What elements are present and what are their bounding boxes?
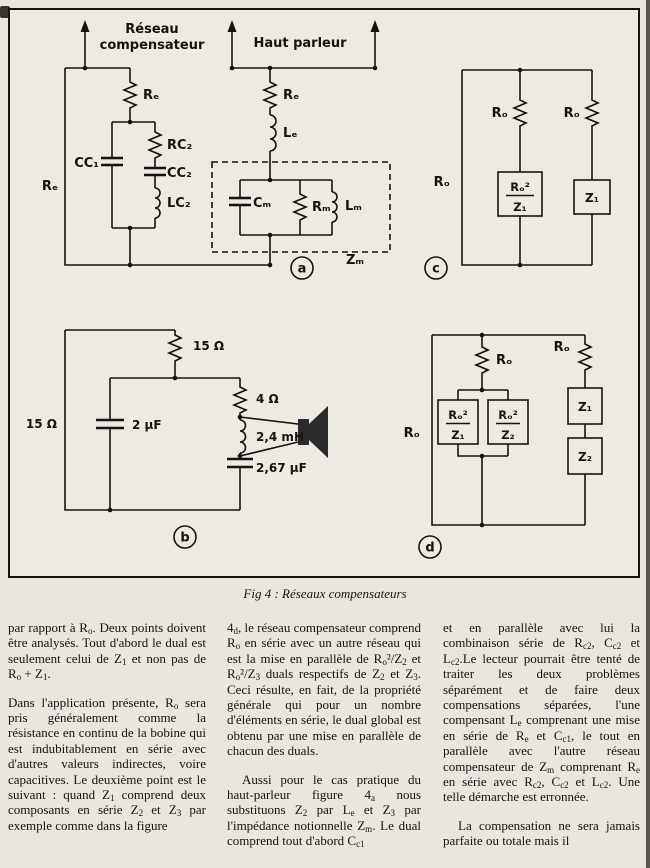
label-cc2: CC₂ — [167, 166, 192, 181]
label-lm: Lₘ — [345, 199, 362, 214]
resistor-icon — [514, 98, 526, 128]
badge-c-letter: c — [432, 261, 440, 277]
capacitor-icon — [96, 420, 124, 428]
paragraph: par rapport à $R_o$. Deux points doivent être analysés. Tout d'abord le dual est seulement celui de $Z_1$ et non pas de $R_o + Z_1$. — [8, 620, 206, 683]
label-ro-branch1: Rₒ — [496, 353, 513, 368]
terminal-dots — [108, 376, 243, 513]
wires — [462, 70, 592, 265]
inductor-icon — [332, 192, 337, 222]
label-le: Lₑ — [283, 126, 298, 141]
text-column-2 — [227, 620, 421, 862]
label-2-4mh: 2,4 mH — [256, 430, 304, 444]
resistor-icon — [586, 98, 598, 128]
label-15ohm-source: 15 Ω — [25, 417, 57, 431]
badge-d — [419, 536, 441, 558]
fraction-numerator: Rₒ² — [448, 408, 468, 422]
circuit-d — [404, 333, 602, 558]
arrow-up-icon — [228, 20, 237, 66]
inductor-icon — [155, 188, 160, 218]
circuit-b — [26, 330, 328, 548]
label-re-comp: Rₑ — [143, 88, 160, 103]
label-2-67uf: 2,67 μF — [256, 461, 307, 475]
label-15ohm-series: 15 Ω — [193, 339, 225, 353]
resistor-icon — [476, 345, 488, 375]
resistor-icon — [149, 130, 161, 160]
badge-c — [425, 257, 447, 279]
badge-b — [174, 526, 196, 548]
fraction-denominator: Z₁ — [451, 428, 465, 442]
label-speaker: Haut parleur — [253, 36, 347, 51]
fraction-denominator: Z₁ — [513, 200, 527, 214]
label-rm: Rₘ — [312, 200, 331, 215]
fraction-denominator: Z₂ — [501, 428, 515, 442]
inductor-icon — [240, 420, 246, 453]
capacitor-icon — [229, 198, 251, 205]
scan-edge-shadow — [646, 0, 650, 868]
badge-a — [291, 257, 313, 279]
figure-4-schematics — [10, 10, 638, 576]
label-cm: Cₘ — [253, 196, 272, 211]
label-network-line1: Réseau — [125, 22, 179, 37]
label-ro-branch1: Rₒ — [491, 106, 508, 121]
label-ro-rail: Rₒ — [433, 175, 450, 190]
label-ro-rail: Rₒ — [403, 426, 420, 441]
label-ro-branch2: Rₒ — [563, 106, 580, 121]
terminal-dots — [83, 66, 378, 268]
badge-a-letter: a — [297, 261, 307, 277]
capacitor-icon — [144, 168, 166, 175]
fraction-numerator: Rₒ² — [510, 180, 530, 194]
inductor-icon — [270, 115, 276, 151]
label-zm: Zₘ — [346, 253, 365, 268]
resistor-icon — [234, 385, 246, 415]
dashed-impedance-box — [212, 162, 390, 252]
text-column-3 — [443, 620, 640, 862]
label-z2: Z₂ — [578, 450, 592, 464]
capacitor-icon — [101, 158, 123, 165]
circuit-c — [425, 68, 610, 279]
resistor-icon — [124, 80, 136, 110]
label-z1: Z₁ — [585, 191, 599, 205]
paragraph: $4_d$, le réseau compensateur comprend $R_o$ en série avec un autre réseau qui est la mise en parallèle de $R_o^2/Z_2$ et $R_o^2/Z_3$ duals respectifs de $Z_2$ et $Z_3$. Ceci résulte, en fait, de la propriété générale qui pour un nombre d'éléments en série, le dual global est obtenu par une mise en parallèle de chacun des duals. — [227, 620, 422, 759]
label-rc2: RC₂ — [167, 138, 193, 153]
wires — [65, 68, 375, 265]
figure-4-frame — [8, 8, 640, 578]
figure-caption: Fig 4 : Réseaux compensateurs — [243, 586, 407, 601]
circuit-a — [42, 20, 390, 279]
capacitor-icon — [227, 459, 253, 467]
arrow-up-icon — [81, 20, 90, 66]
resistor-icon — [169, 333, 181, 363]
badge-d-letter: d — [425, 540, 435, 556]
paragraph: et en parallèle avec lui la combinaison série de $R_{c2}$, $C_{c2}$ et $L_{c2}.Le$ lecteur pourrait être tenté de traiter les deux problèmes séparément et de faire deux compensations séparées, l'une compensant $L_e$ comprenant une mise en série de $R_e$ et $C_{c1}$, le tout en parallèle avec l'autre réseau compensateur de $Z_m$ comprenant $R_e$ en série avec $R_{c2}$, $C_{c2}$ et $L_{c2}$. Une telle démarche est erronnée. — [443, 620, 641, 805]
fraction-numerator: Rₒ² — [498, 408, 518, 422]
resistor-icon — [579, 342, 591, 372]
resistor-icon — [264, 80, 276, 110]
paragraph: Dans l'application présente, $R_o$ sera pris généralement comme la résistance en continu de la bobine qui est indubitablement en série avec d'autres valeurs indirectes, voire capacitives. Le deuxième point est le suivant : quand $Z_1$ comprend deux composants en série $Z_2$ et $Z_3$ par exemple comme dans la figure — [8, 694, 206, 833]
label-network-line2: compensateur — [99, 38, 205, 53]
label-cc1: CC₁ — [74, 156, 99, 171]
label-re-rail: Rₑ — [41, 179, 59, 194]
label-2uf: 2 μF — [132, 418, 162, 432]
label-re-speaker: Rₑ — [283, 88, 300, 103]
text-column-1 — [8, 620, 206, 846]
paragraph: Aussi pour le cas pratique du haut-parleur figure $4_a$ nous substituons $Z_2$ par $L_e$ et $Z_3$ par l'impédance notionnelle $Z_m$. Le dual comprend tout d'abord $C_{c1}$ — [227, 771, 422, 850]
label-z1: Z₁ — [578, 400, 592, 414]
label-ro-branch2: Rₒ — [553, 340, 570, 355]
arrow-up-icon — [371, 20, 380, 66]
label-4ohm: 4 Ω — [256, 392, 279, 406]
paragraph: La compensation ne sera jamais parfaite ou totale mais il — [443, 817, 640, 849]
label-lc2: LC₂ — [167, 196, 191, 211]
resistor-icon — [294, 192, 306, 222]
badge-b-letter: b — [180, 530, 190, 546]
